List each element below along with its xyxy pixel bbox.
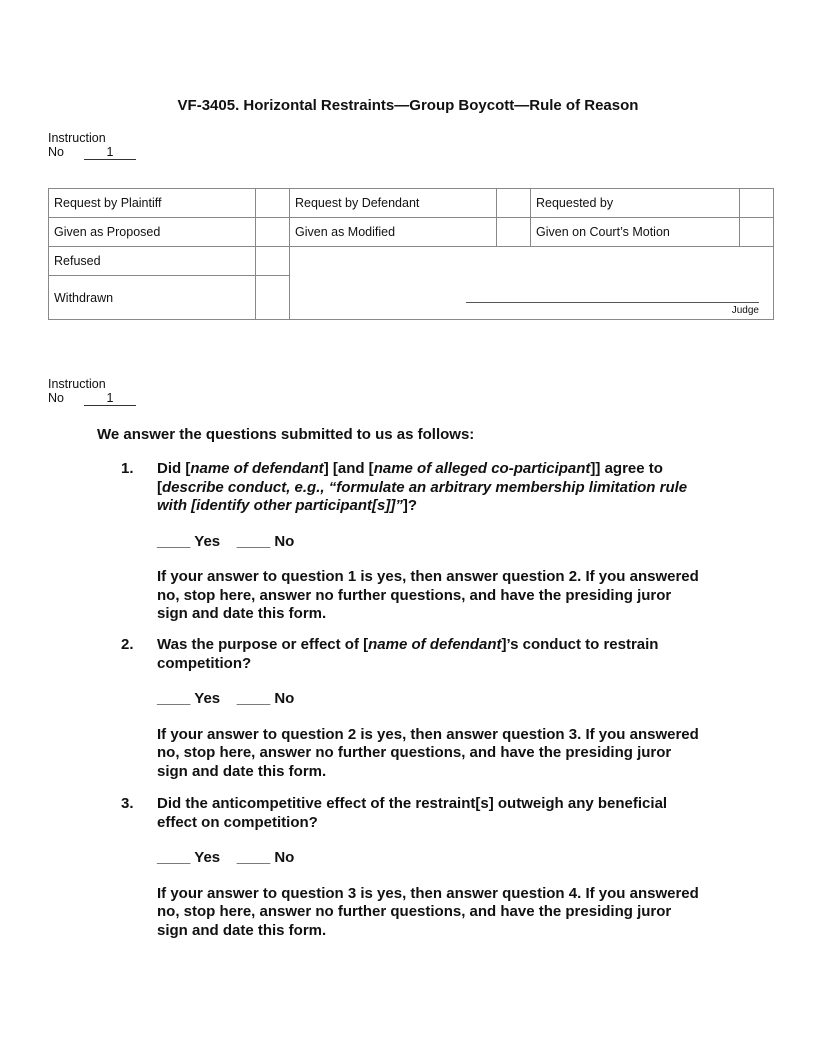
instruction-label: Instruction	[48, 131, 106, 145]
question-text	[157, 795, 701, 832]
question-text	[157, 460, 701, 516]
question-number: 1.	[121, 460, 134, 477]
withdrawn-label: Withdrawn	[49, 276, 256, 320]
placeholder-text: name of alleged co-participant	[373, 460, 591, 477]
follow-up-instruction: If your answer to question 3 is yes, then answer question 4. If you answered no, stop here, answer no further questions, and have the presiding juror sign and date this form.	[157, 884, 699, 939]
request-defendant-box[interactable]	[497, 189, 531, 218]
disposition-table	[48, 188, 774, 320]
yes-no-answer[interactable]: ____ Yes ____ No	[157, 532, 295, 550]
judge-signature-line[interactable]	[466, 302, 759, 303]
follow-up-instruction: If your answer to question 1 is yes, then answer question 2. If you answered no, stop here, answer no further questions, and have the presiding juror sign and date this form.	[157, 568, 699, 622]
requested-by-box[interactable]	[740, 189, 774, 218]
withdrawn-box[interactable]	[256, 276, 290, 320]
given-modified-box[interactable]	[497, 218, 531, 247]
no-label: No	[48, 145, 64, 159]
yes-no-answer[interactable]: ____ Yes ____ No	[157, 849, 295, 866]
given-court-label: Given on Court’s Motion	[531, 218, 740, 247]
placeholder-text: name of defendant	[190, 460, 324, 477]
given-proposed-box[interactable]	[256, 218, 290, 247]
judge-signature-area	[290, 247, 774, 320]
follow-up-instruction: If your answer to question 2 is yes, then answer question 3. If you answered no, stop here, answer no further questions, and have the presiding juror sign and date this form.	[157, 725, 699, 780]
given-court-box[interactable]	[740, 218, 774, 247]
question-text-segment: Did [	[157, 460, 191, 477]
placeholder-text: name of defendant	[368, 636, 502, 653]
question-text-segment: ] [and [	[323, 460, 374, 477]
placeholder-text: describe conduct, e.g., “formulate an arbitrary membership limitation rule with [identify other participant[s]]”	[157, 478, 688, 514]
instruction-label: Instruction	[48, 377, 106, 391]
given-modified-label: Given as Modified	[290, 218, 497, 247]
judge-label: Judge	[731, 305, 759, 316]
question-1	[121, 460, 701, 624]
question-text-segment: ]] agree to [	[157, 460, 663, 496]
question-text-segment: Did the anticompetitive effect of the restraint[s] outweigh any beneficial effect on competition?	[157, 795, 668, 831]
no-label: No	[48, 391, 64, 405]
instruction-number: 1	[84, 392, 136, 406]
instruction-number-block-2	[48, 377, 136, 406]
intro-text: We answer the questions submitted to us as follows:	[97, 426, 475, 443]
refused-box[interactable]	[256, 247, 290, 276]
question-text-segment: ]’s conduct to restrain competition?	[157, 636, 659, 672]
question-2	[121, 636, 701, 781]
question-text-segment: ]?	[402, 497, 418, 514]
question-text-segment: Was the purpose or effect of [	[157, 636, 369, 653]
request-plaintiff-box[interactable]	[256, 189, 290, 218]
question-text	[157, 636, 701, 673]
refused-label: Refused	[49, 247, 256, 276]
question-number: 2.	[121, 636, 134, 653]
request-defendant-label: Request by Defendant	[290, 189, 497, 218]
instruction-number-block	[48, 131, 136, 160]
yes-no-answer[interactable]: ____ Yes ____ No	[157, 690, 295, 707]
question-number: 3.	[121, 795, 134, 812]
requested-by-label: Requested by	[531, 189, 740, 218]
request-plaintiff-label: Request by Plaintiff	[49, 189, 256, 218]
instruction-number: 1	[84, 146, 136, 160]
page-title: VF-3405. Horizontal Restraints—Group Boycott—Rule of Reason	[177, 97, 639, 114]
given-proposed-label: Given as Proposed	[49, 218, 256, 247]
question-3	[121, 795, 701, 940]
